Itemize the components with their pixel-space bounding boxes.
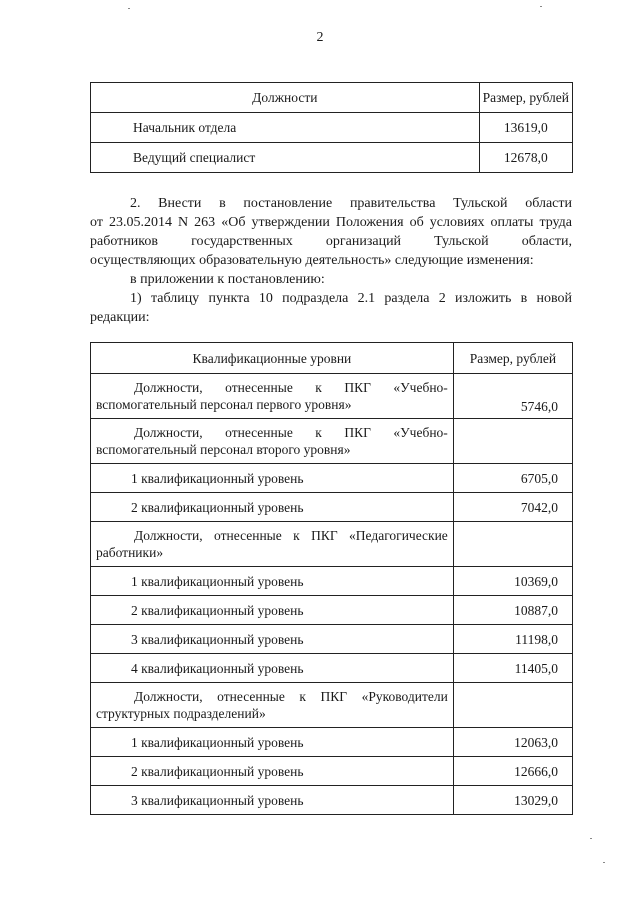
amount-cell: 12063,0: [453, 728, 572, 757]
amount-cell: 11198,0: [453, 625, 572, 654]
level-cell: 4 квалификационный уровень: [91, 654, 454, 683]
level-cell: 3 квалификационный уровень: [91, 625, 454, 654]
amount-cell: 10369,0: [453, 567, 572, 596]
group-title-line1: Должности, отнесенные к ПКГ «Руководители: [134, 689, 448, 704]
scan-speck: [590, 838, 592, 839]
level-cell: 3 квалификационный уровень: [91, 786, 454, 815]
amount-cell: 12666,0: [453, 757, 572, 786]
page-number: 2: [316, 30, 324, 45]
level-cell: 1 квалификационный уровень: [91, 464, 454, 493]
group-row: [91, 419, 573, 464]
position-cell: Ведущий специалист: [91, 143, 480, 173]
level-cell: 2 квалификационный уровень: [91, 493, 454, 522]
table-header-row: [91, 343, 573, 374]
amount-cell-empty: [453, 419, 572, 464]
group-title-cell: [91, 522, 454, 567]
amount-cell-empty: [453, 522, 572, 567]
group-title-line2: вспомогательный персонал второго уровня»: [96, 442, 351, 457]
table-row: [91, 143, 573, 173]
item2-line2: от 23.05.2014 N 263 «Об утверждении Положения об условиях оплаты труда: [90, 215, 572, 230]
table-row: [91, 757, 573, 786]
subitem1-line1: 1) таблицу пункта 10 подраздела 2.1 раздела 2 изложить в новой: [130, 291, 572, 306]
amount-cell: 7042,0: [453, 493, 572, 522]
column-header-amount: Размер, рублей: [479, 83, 572, 113]
salary-table-qualification-levels: [90, 342, 573, 815]
amount-cell: 6705,0: [453, 464, 572, 493]
table-row: [91, 113, 573, 143]
item2-line1: 2. Внести в постановление правительства Тульской области: [130, 196, 572, 211]
table-row: [91, 493, 573, 522]
table-row: [91, 596, 573, 625]
table-row: [91, 786, 573, 815]
amount-cell: 13029,0: [453, 786, 572, 815]
scan-speck: [603, 862, 605, 863]
group-row: [91, 683, 573, 728]
group-title-line1: Должности, отнесенные к ПКГ «Учебно-: [134, 425, 448, 440]
table-row: [91, 654, 573, 683]
amount-cell-empty: [453, 683, 572, 728]
level-cell: 1 квалификационный уровень: [91, 728, 454, 757]
appendix-line: в приложении к постановлению:: [130, 272, 325, 287]
column-header-amount: Размер, рублей: [453, 343, 572, 374]
table-row: [91, 567, 573, 596]
group-title-cell: [91, 419, 454, 464]
table-header-row: [91, 83, 573, 113]
group-title-line2: вспомогательный персонал первого уровня»: [96, 397, 352, 412]
group-title-line1: Должности, отнесенные к ПКГ «Учебно-: [134, 380, 448, 395]
group-title-cell: [91, 374, 454, 419]
column-header-position: Должности: [91, 83, 480, 113]
group-title-cell: [91, 683, 454, 728]
level-cell: 2 квалификационный уровень: [91, 757, 454, 786]
group-row: [91, 374, 573, 419]
item2-line3: работников государственных организаций Тульской области,: [90, 234, 572, 249]
scan-speck: [128, 8, 130, 9]
amount-cell: 12678,0: [479, 143, 572, 173]
amount-cell: 10887,0: [453, 596, 572, 625]
group-title-line2: структурных подразделений»: [96, 706, 266, 721]
group-title-line2: работники»: [96, 545, 164, 560]
column-header-level: Квалификационные уровни: [91, 343, 454, 374]
salary-table-positions: [90, 82, 573, 173]
table-row: [91, 728, 573, 757]
group-title-line1: Должности, отнесенные к ПКГ «Педагогические: [134, 528, 448, 543]
table-row: [91, 464, 573, 493]
level-cell: 1 квалификационный уровень: [91, 567, 454, 596]
subitem1-line2: редакции:: [90, 310, 150, 325]
amount-cell: 13619,0: [479, 113, 572, 143]
amount-cell: 11405,0: [453, 654, 572, 683]
group-row: [91, 522, 573, 567]
item2-line4: осуществляющих образовательную деятельность» следующие изменения:: [90, 253, 534, 268]
amount-cell: 5746,0: [453, 374, 572, 419]
level-cell: 2 квалификационный уровень: [91, 596, 454, 625]
position-cell: Начальник отдела: [91, 113, 480, 143]
table-row: [91, 625, 573, 654]
scan-speck: [540, 6, 542, 7]
